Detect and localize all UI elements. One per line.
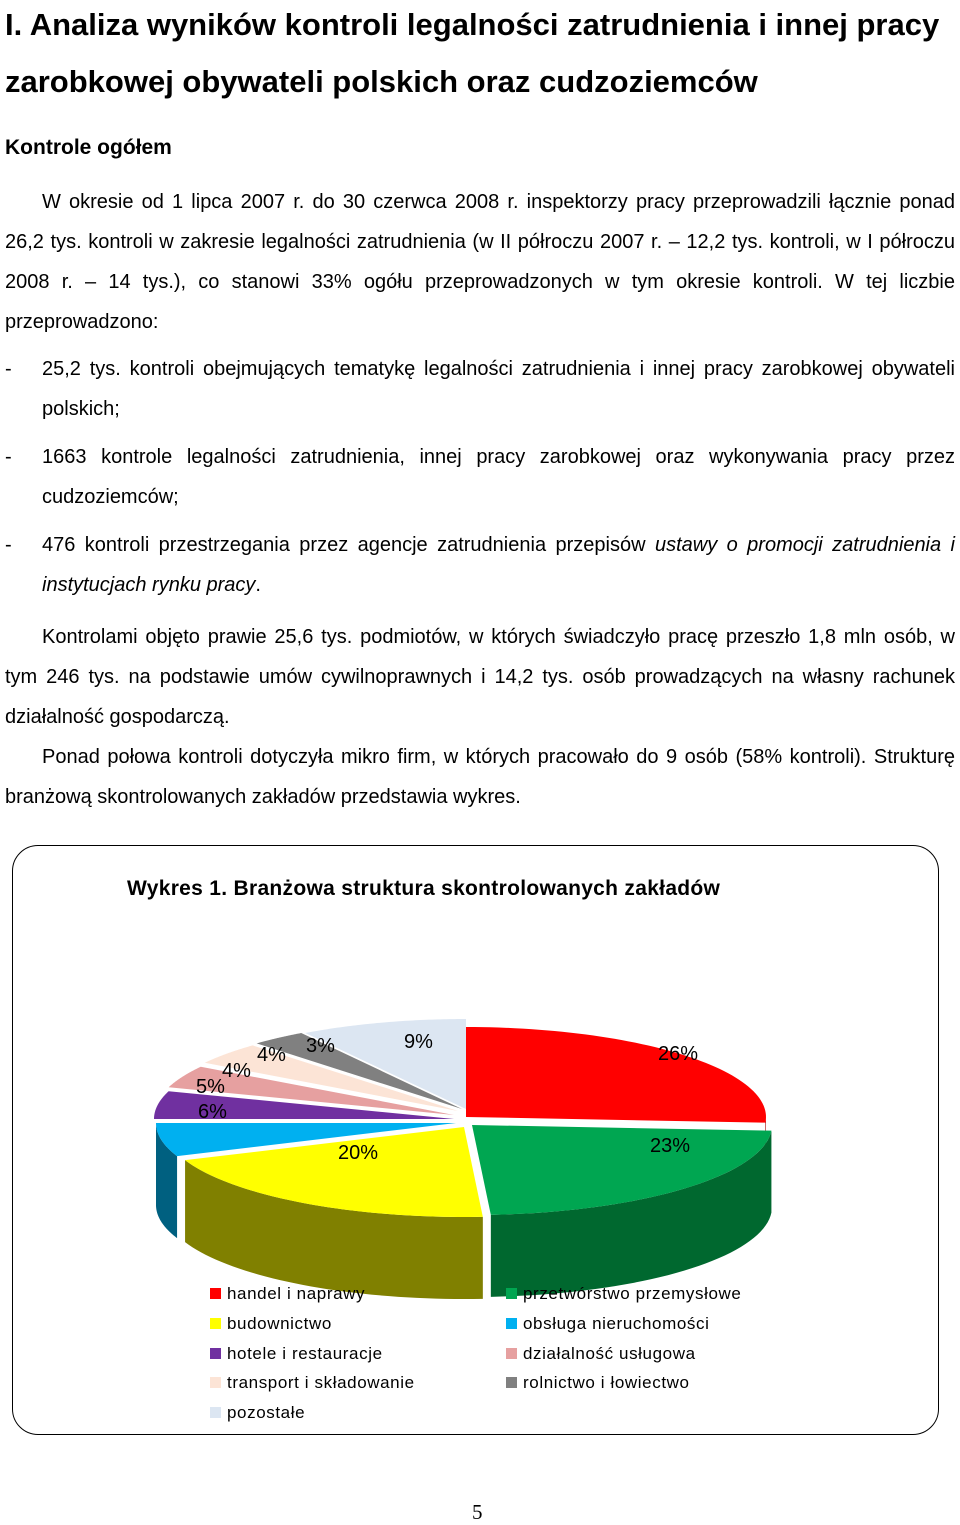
- bullet-text-plain: 476 kontroli przestrzegania przez agencje zatrudnienia przepisów: [42, 534, 655, 556]
- legend-swatch: [210, 1288, 221, 1299]
- data-label: 4%: [222, 1060, 251, 1082]
- legend-item: [210, 1373, 415, 1393]
- chart-title: Wykres 1. Branżowa struktura skontrolowanych zakładów: [127, 877, 721, 900]
- legend-label: obsługa nieruchomości: [523, 1314, 710, 1333]
- legend-item: [506, 1284, 741, 1304]
- data-label: 9%: [404, 1031, 433, 1053]
- legend-label: przetwórstwo przemysłowe: [523, 1284, 742, 1303]
- legend-label: handel i naprawy: [227, 1284, 366, 1303]
- legend-swatch: [210, 1348, 221, 1359]
- legend-swatch: [210, 1407, 221, 1418]
- act-title: ustawy o promocji zatrudnienia i instytucjach rynku pracy: [42, 534, 955, 596]
- data-label: 23%: [650, 1135, 691, 1157]
- legend-label: działalność usługowa: [523, 1344, 696, 1363]
- legend-label: hotele i restauracje: [227, 1344, 383, 1363]
- section-heading: Kontrole ogółem: [5, 136, 172, 159]
- legend-item: [506, 1314, 709, 1334]
- data-label: 3%: [306, 1035, 335, 1057]
- data-label: 4%: [257, 1044, 286, 1066]
- page-number: 5: [472, 1500, 483, 1524]
- legend-item: [210, 1403, 305, 1423]
- document-title: I. Analiza wyników kontroli legalności zatrudnienia i innej pracy zarobkowej obywateli polskich oraz cudzoziemców: [5, 7, 940, 99]
- data-label: 26%: [658, 1043, 699, 1065]
- legend-label: rolnictwo i łowiectwo: [523, 1373, 690, 1392]
- legend-swatch: [506, 1288, 517, 1299]
- paragraph-intro-text: W okresie od 1 lipca 2007 r. do 30 czerwca 2008 r. inspektorzy pracy przeprowadzili łącznie ponad 26,2 tys. kontroli w zakresie legalności zatrudnienia (w II półroczu 2007 r. – 12,2 tys. kontroli, w I półroczu 2008 r. – 14 tys.), co stanowi 33% ogółu przeprowadzonych w tym okresie kontroli. W tej liczbie przeprowadzono:: [5, 191, 955, 333]
- paragraph-microfirms-text: Ponad połowa kontroli dotyczyła mikro firm, w których pracowało do 9 osób (58% kontroli). Strukturę branżową skontrolowanych zakładów przedstawia wykres.: [5, 746, 955, 808]
- pie-slice: [466, 1027, 766, 1123]
- legend-item: [506, 1344, 696, 1364]
- bullet-dash: -: [5, 446, 12, 468]
- legend-item: [210, 1344, 383, 1364]
- legend-item: [210, 1284, 365, 1304]
- legend-label: transport i składowanie: [227, 1373, 415, 1392]
- bullet-text: 1663 kontrole legalności zatrudnienia, innej pracy zarobkowej oraz wykonywania pracy przez cudzoziemców;: [42, 446, 955, 508]
- legend-swatch: [506, 1318, 517, 1329]
- legend-item: [210, 1314, 332, 1334]
- bullet-dash: -: [5, 358, 12, 380]
- data-label: 6%: [198, 1101, 227, 1123]
- legend-swatch: [506, 1377, 517, 1388]
- data-label: 20%: [338, 1142, 379, 1164]
- data-label: 5%: [196, 1076, 225, 1098]
- paragraph-subjects-text: Kontrolami objęto prawie 25,6 tys. podmiotów, w których świadczyło pracę przeszło 1,8 mln osób, w tym 246 tys. na podstawie umów cywilnoprawnych i 14,2 tys. osób prowadzących na własny rachunek działalność gospodarczą.: [5, 626, 955, 728]
- legend-swatch: [506, 1348, 517, 1359]
- bullet-text-end: .: [255, 574, 261, 596]
- bullet-dash: -: [5, 534, 12, 556]
- legend-swatch: [210, 1318, 221, 1329]
- legend-swatch: [210, 1377, 221, 1388]
- legend-label: budownictwo: [227, 1314, 332, 1333]
- legend-item: [506, 1373, 690, 1393]
- legend-label: pozostałe: [227, 1403, 306, 1422]
- bullet-text: 25,2 tys. kontroli obejmujących tematykę legalności zatrudnienia i innej pracy zarobkowej obywateli polskich;: [42, 358, 955, 420]
